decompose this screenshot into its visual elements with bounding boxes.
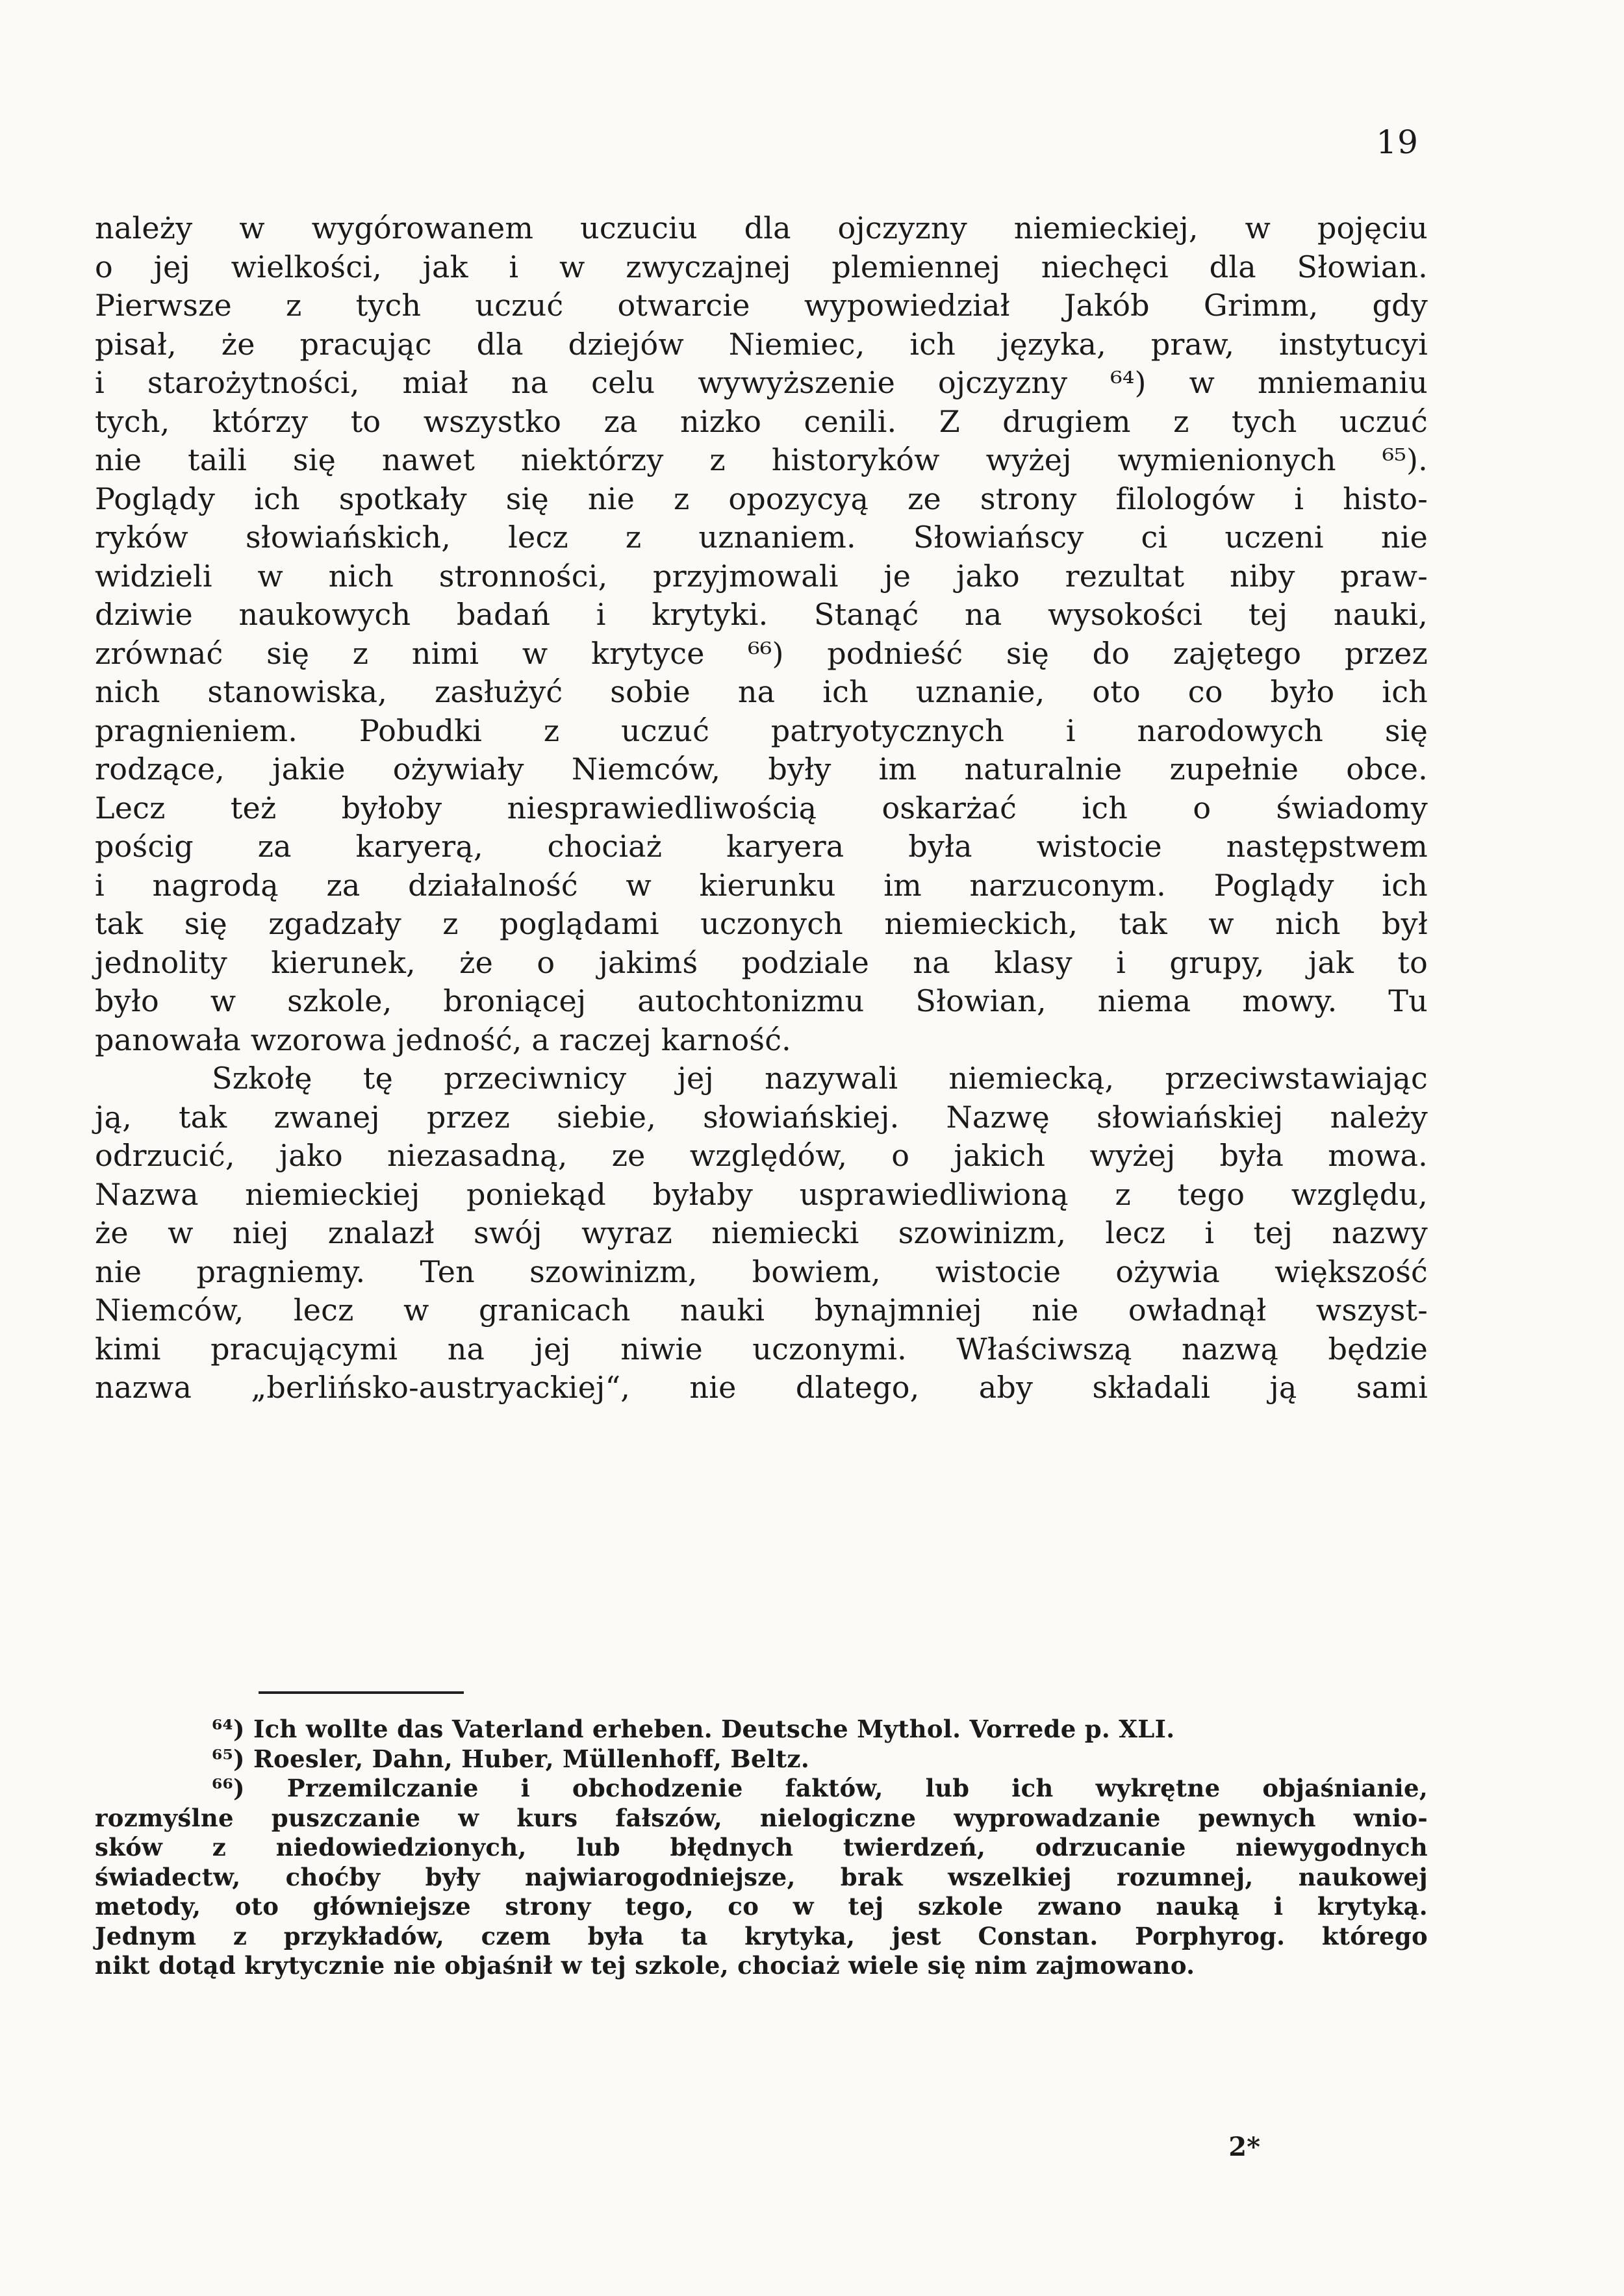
text-line: Nazwa niemieckiej poniekąd byłaby usprawiedliwioną z tego względu, <box>95 1176 1428 1212</box>
footnote-line: Jednym z przykładów, czem była ta krytyka, jest Constan. Porphyrog. którego <box>95 1921 1428 1950</box>
paragraph-start-line: Szkołę tę przeciwnicy jej nazywali niemiecką, przeciwstawiając <box>212 1061 1428 1096</box>
text-line: tych, którzy to wszystko za nizko cenili. Z drugiem z tych uczuć <box>95 403 1428 439</box>
text-line: jednolity kierunek, że o jakimś podziale na klasy i grupy, jak to <box>95 944 1428 980</box>
text-line: Pierwsze z tych uczuć otwarcie wypowiedział Jakób Grimm, gdy <box>95 288 1428 323</box>
text-line: rodzące, jakie ożywiały Niemców, były im naturalnie zupełnie obce. <box>95 751 1428 787</box>
text-line: i starożytności, miał na celu wywyższenie ojczyzny ⁶⁴) w mniemaniu <box>95 365 1428 400</box>
footnote-64: ⁶⁴) Ich wollte das Vaterland erheben. Deutsche Mythol. Vorrede p. XLI. <box>212 1715 1175 1743</box>
footnote-65: ⁶⁵) Roesler, Dahn, Huber, Müllenhoff, Beltz. <box>212 1744 810 1773</box>
text-line: nie taili się nawet niektórzy z historyków wyżej wymienionych ⁶⁵). <box>95 442 1428 477</box>
text-line: Niemców, lecz w granicach nauki bynajmniej nie owładnął wszyst- <box>95 1293 1428 1328</box>
text-line: Poglądy ich spotkały się nie z opozycyą ze strony filologów i histo- <box>95 481 1428 516</box>
footnote-line: nikt dotąd krytycznie nie objaśnił w tej szkole, chociaż wiele się nim zajmowano. <box>95 1951 1195 1980</box>
text-line: nich stanowiska, zasłużyć sobie na ich uznanie, oto co było ich <box>95 674 1428 709</box>
text-line: Lecz też byłoby niesprawiedliwością oskarżać ich o świadomy <box>95 790 1428 826</box>
text-line: kimi pracującymi na jej niwie uczonymi. Właściwszą nazwą będzie <box>95 1331 1428 1367</box>
text-line: pisał, że pracując dla dziejów Niemiec, ich języka, praw, instytucyi <box>95 326 1428 362</box>
footnote-line: sków z niedowiedzionych, lub błędnych twierdzeń, odrzucanie niewygodnych <box>95 1833 1428 1861</box>
text-line: pragnieniem. Pobudki z uczuć patryotycznych i narodowych się <box>95 713 1428 748</box>
text-line: było w szkole, broniącej autochtonizmu Słowian, niema mowy. Tu <box>95 983 1428 1018</box>
signature-mark: 2* <box>1228 2132 1260 2162</box>
text-line: o jej wielkości, jak i w zwyczajnej plemiennej niechęci dla Słowian. <box>95 249 1428 284</box>
text-line: odrzucić, jako niezasadną, ze względów, o jakich wyżej była mowa. <box>95 1138 1428 1173</box>
text-line: dziwie naukowych badań i krytyki. Stanąć na wysokości tej nauki, <box>95 597 1428 632</box>
page-number: 19 <box>1376 123 1419 161</box>
text-line: że w niej znalazł swój wyraz niemiecki szowinizm, lecz i tej nazwy <box>95 1215 1428 1250</box>
text-line: i nagrodą za działalność w kierunku im narzuconym. Poglądy ich <box>95 867 1428 903</box>
text-line: pościg za karyerą, chociaż karyera była wistocie następstwem <box>95 829 1428 864</box>
footnote-line: metody, oto główniejsze strony tego, co w tej szkole zwano nauką i krytyką. <box>95 1892 1428 1921</box>
footnote-line: rozmyślne puszczanie w kurs fałszów, nielogiczne wyprowadzanie pewnych wnio- <box>95 1803 1428 1832</box>
footnote-66: ⁶⁶) Przemilczanie i obchodzenie faktów, lub ich wykrętne objaśnianie, <box>212 1774 1428 1802</box>
footnote-divider <box>259 1691 464 1694</box>
text-line: nazwa „berlińsko-austryackiej“, nie dlatego, aby składali ją sami <box>95 1370 1428 1405</box>
text-line: ryków słowiańskich, lecz z uznaniem. Słowiańscy ci uczeni nie <box>95 520 1428 555</box>
text-line: tak się zgadzały z poglądami uczonych niemieckich, tak w nich był <box>95 906 1428 941</box>
text-line: panowała wzorowa jedność, a raczej karność. <box>95 1022 791 1057</box>
footnote-line: świadectw, choćby były najwiarogodniejsze, brak wszelkiej rozumnej, naukowej <box>95 1862 1428 1891</box>
footnotes <box>95 1715 1428 1981</box>
body-text <box>95 209 1428 1407</box>
text-line: nie pragniemy. Ten szowinizm, bowiem, wistocie ożywia większość <box>95 1254 1428 1289</box>
text-line: należy w wygórowanem uczuciu dla ojczyzny niemieckiej, w pojęciu <box>95 210 1428 246</box>
text-line: zrównać się z nimi w krytyce ⁶⁶) podnieść się do zajętego przez <box>95 635 1428 671</box>
text-line: widzieli w nich stronności, przyjmowali je jako rezultat niby praw- <box>95 558 1428 594</box>
text-line: ją, tak zwanej przez siebie, słowiańskiej. Nazwę słowiańskiej należy <box>95 1099 1428 1135</box>
